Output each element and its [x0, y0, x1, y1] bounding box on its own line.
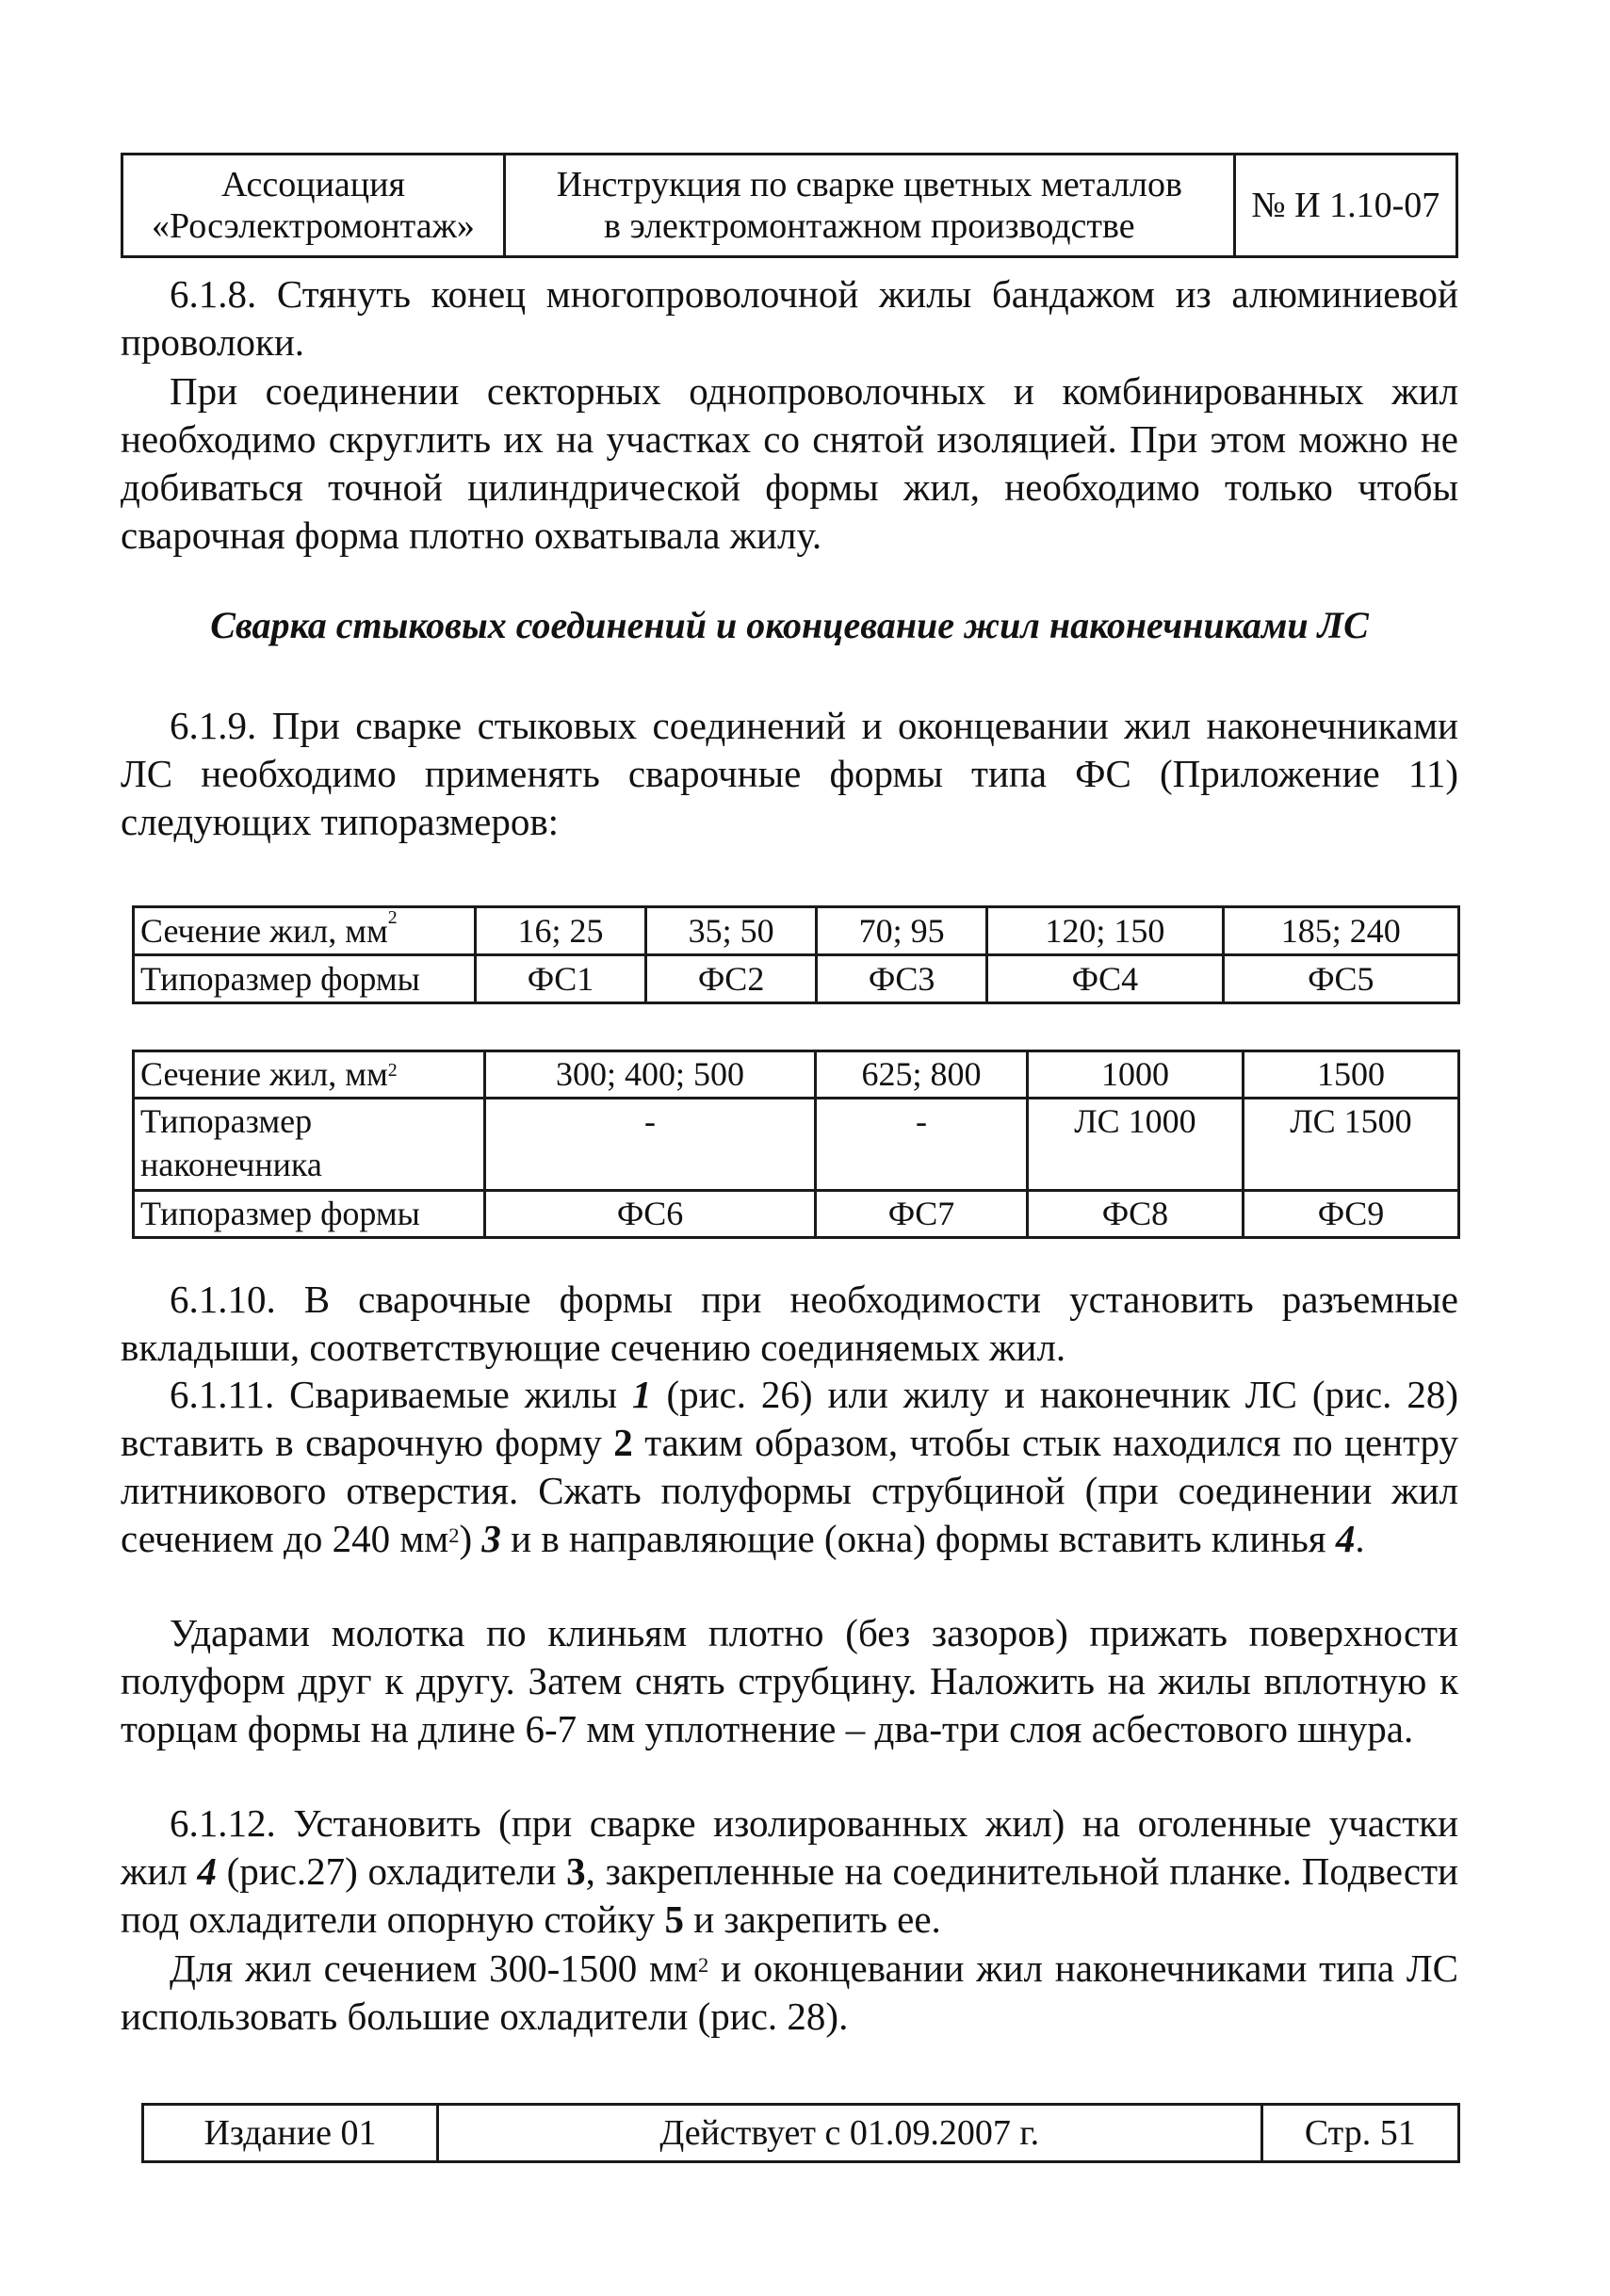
text-run: , закрепленные на соединительной планке. Подвести под охладители опорную стойку	[121, 1849, 1458, 1941]
paragraph-6-1-10-text: 6.1.10. В сварочные формы при необходимости установить разъемные вкладыши, соответствующие сечению соединяемых жил.	[121, 1278, 1458, 1369]
table-cell: ФС4	[987, 955, 1223, 1003]
text-run: 6.1.12. Установить (при сварке изолированных жил) на оголенные участки жил	[121, 1801, 1458, 1893]
text-run: )	[459, 1517, 482, 1560]
footer-page-number: Стр. 51	[1261, 2105, 1458, 2162]
paragraph-sector-cores	[121, 367, 1458, 560]
paragraph-hammer-blows	[121, 1609, 1458, 1753]
unit-superscript: 2	[387, 907, 398, 928]
table-row	[134, 907, 1459, 955]
table-cell: 70; 95	[817, 907, 987, 955]
unit-superscript: 2	[387, 1060, 398, 1081]
paragraph-large-coolers	[121, 1945, 1458, 2041]
section-subheading: Сварка стыковых соединений и оконцевание жил наконечниками ЛС	[210, 604, 1369, 646]
table-cell-label	[134, 907, 476, 955]
table-cell: ФС5	[1223, 955, 1458, 1003]
text-run: таким образом, чтобы стык находился по центру литникового отверстия. Сжать полуформы струбциной (при соединении жил сечением до 240 мм	[121, 1421, 1458, 1560]
header-organization	[122, 155, 505, 257]
table-cell: 16; 25	[476, 907, 646, 955]
callout-number: 4	[197, 1849, 217, 1893]
table-cell: 1000	[1027, 1051, 1243, 1099]
footer-table	[141, 2103, 1460, 2163]
table-cell: ФС8	[1027, 1191, 1243, 1238]
form-size-table-1	[132, 905, 1460, 1004]
form-size-table-2	[132, 1050, 1460, 1239]
footer-edition: Издание 01	[143, 2105, 438, 2162]
text-run: .	[1355, 1517, 1365, 1560]
header-org-line2: «Росэлектромонтаж»	[152, 206, 475, 246]
table-cell: ФС3	[817, 955, 987, 1003]
cross-section-label: Сечение жил, мм	[140, 1055, 388, 1093]
table-cell: ФС9	[1243, 1191, 1458, 1238]
paragraph-6-1-10	[121, 1276, 1458, 1372]
footer-valid-from: Действует с 01.09.2007 г.	[437, 2105, 1261, 2162]
table-row	[134, 1099, 1459, 1191]
table-row	[134, 1051, 1459, 1099]
paragraph-6-1-9	[121, 702, 1458, 846]
table-row	[134, 955, 1459, 1003]
header-title-line2: в электромонтажном производстве	[604, 206, 1135, 246]
table-cell: -	[816, 1099, 1028, 1191]
text-run: и закрепить ее.	[683, 1897, 941, 1941]
text-run: и оконцевании жил наконечниками типа ЛС использовать большие охладители (рис. 28).	[121, 1946, 1459, 2038]
table-cell: ФС6	[485, 1191, 816, 1238]
cross-section-label: Сечение жил, мм	[140, 912, 388, 950]
table-cell-label: Типоразмер формы	[134, 955, 476, 1003]
unit-superscript: 2	[697, 1953, 709, 1977]
table-cell-label	[134, 1051, 485, 1099]
callout-number: 2	[613, 1421, 633, 1464]
text-run: и в направляющие (окна) формы вставить клинья	[500, 1517, 1336, 1560]
table-cell: 625; 800	[816, 1051, 1028, 1099]
callout-number: 3	[566, 1849, 586, 1893]
paragraph-6-1-8	[121, 270, 1458, 366]
callout-number: 1	[632, 1373, 652, 1416]
unit-superscript: 2	[448, 1523, 460, 1547]
header-doc-number: № И 1.10-07	[1234, 155, 1456, 257]
header-title	[504, 155, 1234, 257]
paragraph-6-1-8-text: 6.1.8. Стянуть конец многопроволочной жилы бандажом из алюминиевой проволоки.	[121, 272, 1458, 364]
paragraph-sector-cores-text: При соединении секторных однопроволочных и комбинированных жил необходимо скруглить их на участках со снятой изоляцией. При этом можно не добиваться точной цилиндрической формы жил, необходимо только чтобы сварочная форма плотно охватывала жилу.	[121, 369, 1458, 557]
table-cell: 1500	[1243, 1051, 1458, 1099]
text-run: (рис.27) охладители	[216, 1849, 567, 1893]
table-row	[134, 1191, 1459, 1238]
header-title-line1: Инструкция по сварке цветных металлов	[556, 165, 1182, 204]
paragraph-6-1-11	[121, 1371, 1458, 1563]
lug-size-label-line2: наконечника	[140, 1146, 322, 1183]
lug-size-label-line1: Типоразмер	[140, 1102, 313, 1140]
table-cell: 35; 50	[646, 907, 817, 955]
table-cell-label: Типоразмер формы	[134, 1191, 485, 1238]
table-cell: 300; 400; 500	[485, 1051, 816, 1099]
text-run: 6.1.11. Свариваемые жилы	[170, 1373, 633, 1416]
table-cell: 185; 240	[1223, 907, 1458, 955]
table-cell: ЛС 1500	[1243, 1099, 1458, 1191]
header-table	[121, 153, 1458, 258]
table-cell: 120; 150	[987, 907, 1223, 955]
paragraph-6-1-12	[121, 1799, 1458, 1944]
table-cell: ФС2	[646, 955, 817, 1003]
paragraph-6-1-9-text: 6.1.9. При сварке стыковых соединений и оконцевании жил наконечниками ЛС необходимо применять сварочные формы типа ФС (Приложение 11) следующих типоразмеров:	[121, 704, 1458, 843]
table-cell-label	[134, 1099, 485, 1191]
callout-number: 4	[1335, 1517, 1356, 1560]
paragraph-hammer-blows-text: Ударами молотка по клиньям плотно (без зазоров) прижать поверхности полуформ друг к другу. Затем снять струбцину. Наложить на жилы вплотную к торцам формы на длине 6-7 мм уплотнение – два-три слоя асбестового шнура.	[121, 1611, 1458, 1750]
table-cell: ФС1	[476, 955, 646, 1003]
callout-number: 5	[664, 1897, 684, 1941]
callout-number: 3	[481, 1517, 501, 1560]
table-cell: ЛС 1000	[1027, 1099, 1243, 1191]
text-run: Для жил сечением 300-1500 мм	[170, 1946, 698, 1990]
text-run: (рис. 26) или жилу и наконечник ЛС (рис. 28) вставить в сварочную форму	[121, 1373, 1458, 1464]
table-cell: ФС7	[816, 1191, 1028, 1238]
table-cell: -	[485, 1099, 816, 1191]
header-org-line1: Ассоциация	[221, 165, 405, 204]
